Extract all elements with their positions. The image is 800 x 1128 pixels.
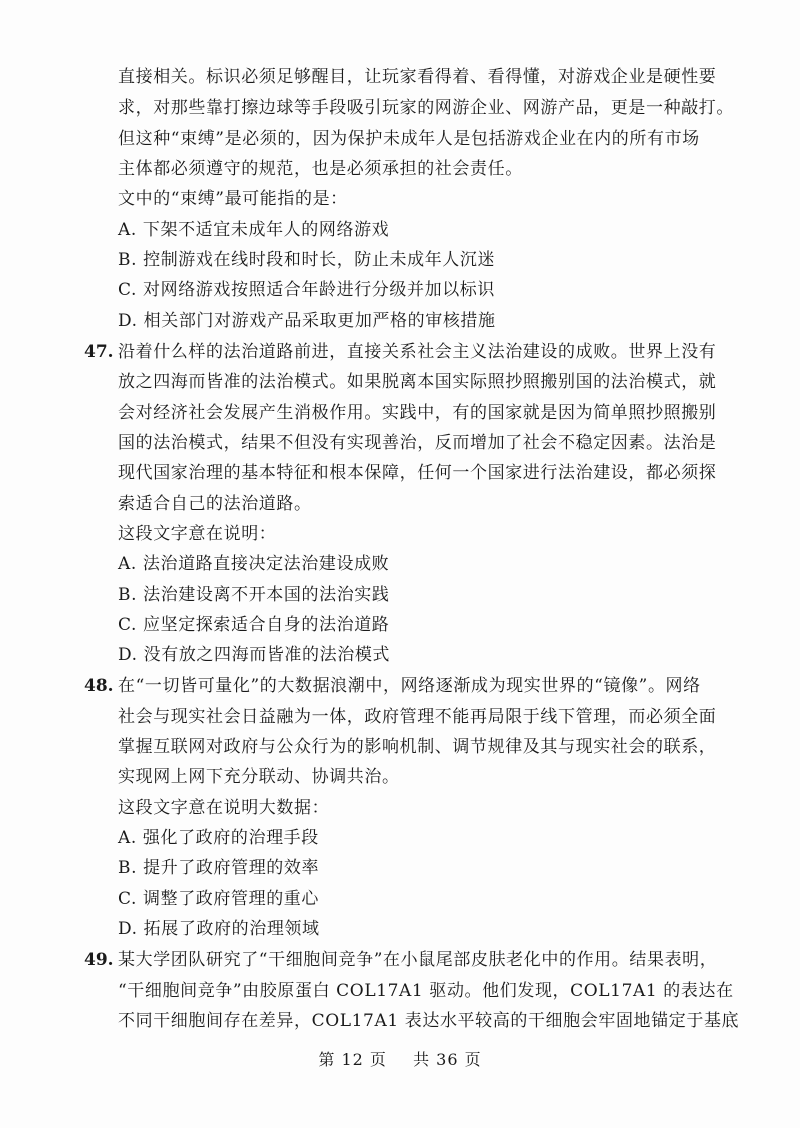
passage-line: 沿着什么样的法治道路前进，直接关系社会主义法治建设的成败。世界上没有 bbox=[118, 341, 717, 362]
question-number-47: 47. bbox=[84, 341, 114, 362]
option-c: C. 应坚定探索适合自身的法治道路 bbox=[118, 614, 390, 635]
passage-line: 会对经济社会发展产生消极作用。实践中，有的国家就是因为简单照抄照搬别 bbox=[118, 402, 717, 423]
passage-line: 求，对那些靠打擦边球等手段吸引玩家的网游企业、网游产品，更是一种敲打。 bbox=[118, 98, 734, 119]
option-a: A. 下架不适宜未成年人的网络游戏 bbox=[118, 219, 390, 240]
passage-line: 某大学团队研究了“干细胞间竞争”在小鼠尾部皮肤老化中的作用。结果表明， bbox=[118, 950, 718, 971]
question-number-49: 49. bbox=[84, 950, 114, 971]
passage-line: 直接相关。标识必须足够醒目，让玩家看得着、看得懂，对游戏企业是硬性要 bbox=[118, 67, 717, 87]
passage-line: 社会与现实社会日益融为一体，政府管理不能再局限于线下管理，而必须全面 bbox=[118, 706, 717, 727]
option-a: A. 强化了政府的治理手段 bbox=[118, 828, 319, 849]
option-d: D. 相关部门对游戏产品采取更加严格的审核措施 bbox=[118, 310, 496, 331]
page-number: 第 12 页 bbox=[318, 1050, 387, 1069]
option-b: B. 控制游戏在线时段和时长，防止未成年人沉迷 bbox=[118, 249, 496, 270]
option-c: C. 对网络游戏按照适合年龄进行分级并加以标识 bbox=[118, 280, 496, 301]
passage-line: 放之四海而皆准的法治模式。如果脱离本国实际照抄照搬别国的法治模式，就 bbox=[118, 372, 717, 393]
passage-line: 但这种“束缚”是必须的，因为保护未成年人是包括游戏企业在内的所有市场 bbox=[118, 128, 700, 149]
passage-line: 索适合自己的法治道路。 bbox=[118, 493, 312, 514]
passage-line: 不同干细胞间存在差异，COL17A1 表达水平较高的干细胞会牢固地锚定于基底 bbox=[118, 1011, 740, 1031]
option-d: D. 没有放之四海而皆准的法治模式 bbox=[118, 645, 391, 666]
option-a: A. 法治道路直接决定法治建设成败 bbox=[118, 554, 390, 575]
question-prompt: 文中的“束缚”最可能指的是： bbox=[118, 189, 348, 210]
passage-line: 掌握互联网对政府与公众行为的影响机制、调节规律及其与现实社会的联系， bbox=[118, 737, 717, 758]
option-d: D. 拓展了政府的治理领域 bbox=[118, 919, 320, 940]
passage-line: 现代国家治理的基本特征和根本保障，任何一个国家进行法治建设，都必须探 bbox=[118, 463, 717, 484]
page-total: 共 36 页 bbox=[413, 1050, 482, 1069]
passage-line: 在“一切皆可量化”的大数据浪潮中，网络逐渐成为现实世界的“镜像”。网络 bbox=[118, 676, 701, 697]
passage-line: 主体都必须遵守的规范，也是必须承担的社会责任。 bbox=[118, 158, 523, 179]
option-b: B. 法治建设离不开本国的法治实践 bbox=[118, 584, 390, 605]
passage-line: “干细胞间竞争”由胶原蛋白 COL17A1 驱动。他们发现，COL17A1 的表达在 bbox=[118, 980, 734, 1001]
question-prompt: 这段文字意在说明大数据： bbox=[118, 797, 330, 818]
question-number-48: 48. bbox=[84, 676, 114, 697]
question-prompt: 这段文字意在说明： bbox=[118, 523, 277, 544]
passage-line: 实现网上网下充分联动、协调共治。 bbox=[118, 767, 400, 788]
passage-line: 国的法治模式，结果不但没有实现善治，反而增加了社会不稳定因素。法治是 bbox=[118, 432, 717, 453]
option-b: B. 提升了政府管理的效率 bbox=[118, 858, 320, 879]
option-c: C. 调整了政府管理的重心 bbox=[118, 888, 320, 909]
page-indicator bbox=[0, 1050, 800, 1070]
